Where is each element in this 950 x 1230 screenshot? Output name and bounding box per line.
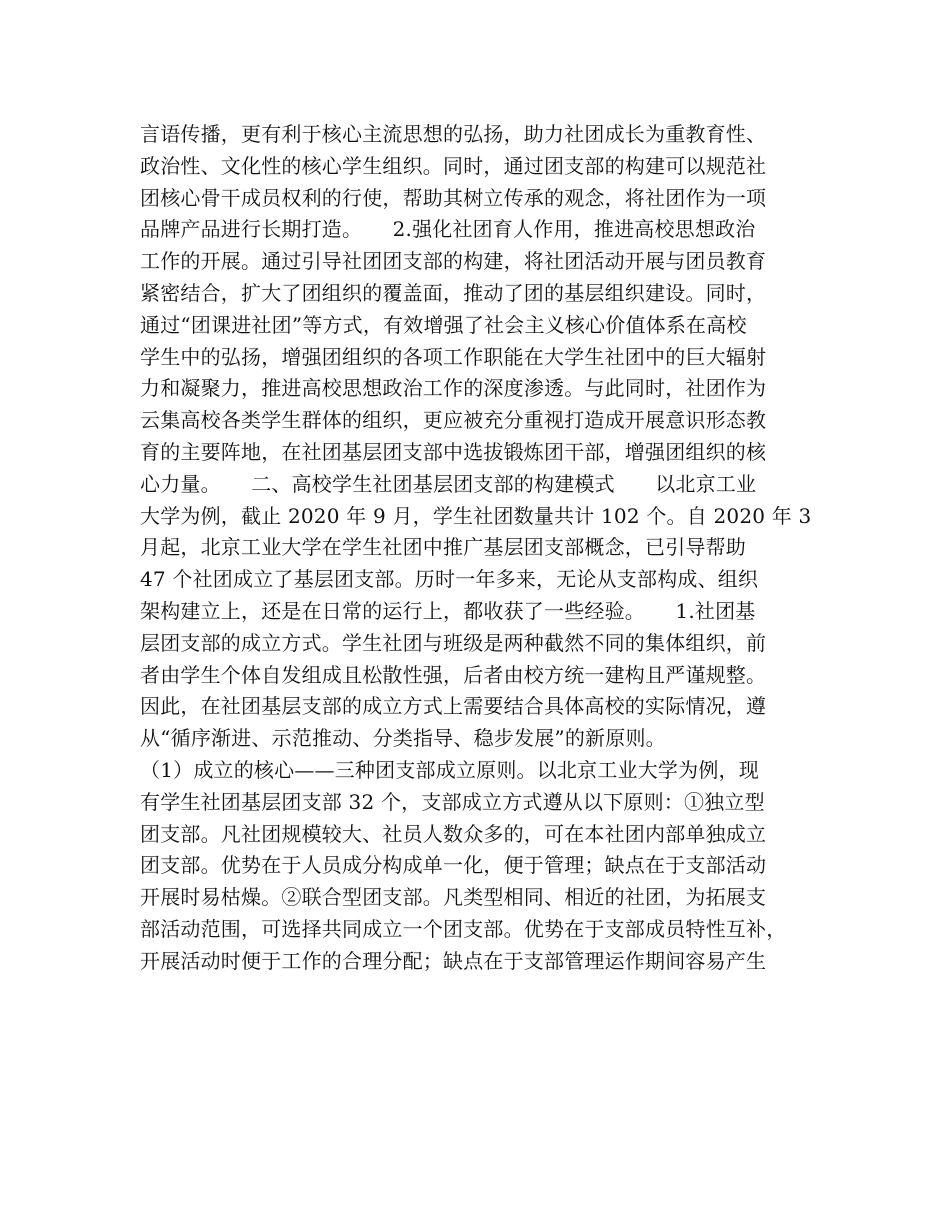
text-line: 言语传播，更有利于核心主流思想的弘扬，助力社团成长为重教育性、 xyxy=(140,122,767,146)
text-line: 因此，在社团基层支部的成立方式上需要结合具体高校的实际情况，遵 xyxy=(140,694,767,719)
text-line: 者由学生个体自发组成且松散性强，后者由校方统一建构且严谨规整。 xyxy=(140,662,767,687)
text-line: 团支部。优势在于人员成分构成单一化，便于管理；缺点在于支部活动 xyxy=(140,853,767,878)
text-line: 开展活动时便于工作的合理分配；缺点在于支部管理运作期间容易产生 xyxy=(140,948,767,973)
text-line: 团支部。凡社团规模较大、社员人数众多的，可在本社团内部单独成立 xyxy=(140,821,767,846)
text-line: 心力量。 二、高校学生社团基层团支部的构建模式 以北京工业 xyxy=(140,471,757,496)
text-line: 部活动范围，可选择共同成立一个团支部。优势在于支部成员特性互补， xyxy=(140,916,787,941)
text-line: 品牌产品进行长期打造。 2.强化社团育人作用，推进高校思想政治 xyxy=(140,217,756,242)
text-line: 大学为例，截止 2020 年 9 月，学生社团数量共计 102 个。自 2020 年 3 xyxy=(140,503,812,528)
text-line: 力和凝聚力，推进高校思想政治工作的深度渗透。与此同时，社团作为 xyxy=(140,376,767,401)
text-line: 层团支部的成立方式。学生社团与班级是两种截然不同的集体组织，前 xyxy=(140,630,767,655)
text-line: 育的主要阵地，在社团基层团支部中选拔锻炼团干部，增强团组织的核 xyxy=(140,439,767,464)
text-line: 云集高校各类学生群体的组织，更应被充分重视打造成开展意识形态教 xyxy=(140,408,767,433)
text-line: 团核心骨干成员权利的行使，帮助其树立传承的观念，将社团作为一项 xyxy=(140,185,767,210)
text-line: 紧密结合，扩大了团组织的覆盖面，推动了团的基层组织建设。同时， xyxy=(140,280,767,305)
text-line: （1）成立的核心——三种团支部成立原则。以北京工业大学为例，现 xyxy=(140,757,759,782)
text-line: 47 个社团成立了基层团支部。历时一年多来，无论从支部构成、组织 xyxy=(140,567,759,592)
text-line: 工作的开展。通过引导社团团支部的构建，将社团活动开展与团员教育 xyxy=(140,249,767,274)
text-line: 架构建立上，还是在日常的运行上，都收获了一些经验。 1.社团基 xyxy=(140,598,756,623)
text-line: 月起，北京工业大学在学生社团中推广基层团支部概念，已引导帮助 xyxy=(140,535,746,560)
text-line: 政治性、文化性的核心学生组织。同时，通过团支部的构建可以规范社 xyxy=(140,153,767,178)
text-line: 学生中的弘扬，增强团组织的各项工作职能在大学生社团中的巨大辐射 xyxy=(140,344,767,369)
body-text xyxy=(140,119,830,978)
text-line: 开展时易枯燥。②联合型团支部。凡类型相同、相近的社团，为拓展支 xyxy=(140,885,767,910)
text-line: 通过“团课进社团”等方式，有效增强了社会主义核心价值体系在高校 xyxy=(140,312,747,337)
text-line: 从“循序渐进、示范推动、分类指导、稳步发展”的新原则。 xyxy=(140,726,666,751)
text-line: 有学生社团基层团支部 32 个，支部成立方式遵从以下原则：①独立型 xyxy=(140,789,765,814)
